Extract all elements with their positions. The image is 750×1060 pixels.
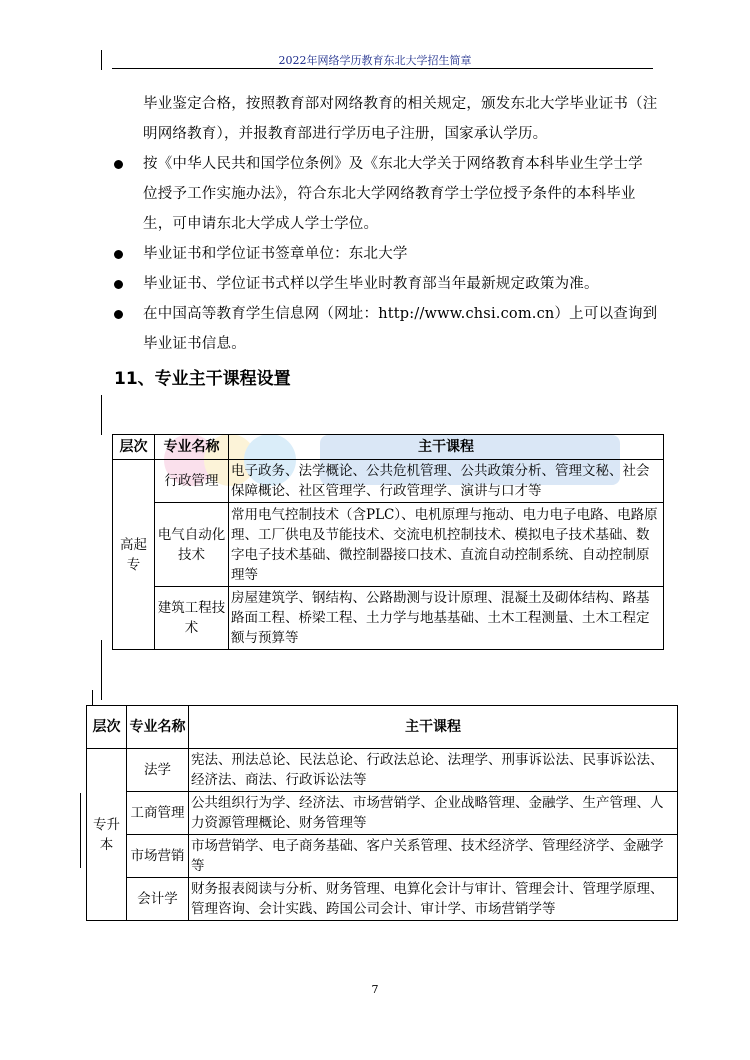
paragraph-line: 毕业证书信息。	[143, 336, 246, 352]
bullet-icon	[114, 160, 123, 169]
curriculum-table-associate	[112, 434, 664, 650]
paragraph-line: 毕业证书、学位证书式样以学生毕业时教育部当年最新规定政策为准。	[143, 276, 599, 292]
table-header-level: 层次	[87, 706, 127, 749]
major-cell: 市场营销	[127, 835, 189, 878]
major-cell: 法学	[127, 749, 189, 792]
courses-cell: 房屋建筑学、钢结构、公路勘测与设计原理、混凝土及砌体结构、路基路面工程、桥梁工程、土力学与地基基础、土木工程测量、土木工程定额与预算等	[229, 587, 664, 650]
paragraph-line: 按《中华人民共和国学位条例》及《东北大学关于网络教育本科毕业生学士学	[143, 156, 643, 172]
curriculum-table-bachelor	[86, 705, 678, 921]
bullet-icon	[114, 250, 123, 259]
courses-cell: 宪法、刑法总论、民法总论、行政法总论、法理学、刑事诉讼法、民事诉讼法、经济法、商法、行政诉讼法等	[189, 749, 678, 792]
courses-cell: 财务报表阅读与分析、财务管理、电算化会计与审计、管理会计、管理学原理、管理咨询、会计实践、跨国公司会计、审计学、市场营销学等	[189, 878, 678, 921]
courses-cell: 公共组织行为学、经济法、市场营销学、企业战略管理、金融学、生产管理、人力资源管理概论、财务管理等	[189, 792, 678, 835]
major-cell: 行政管理	[155, 460, 229, 503]
table-header-courses: 主干课程	[229, 435, 664, 460]
table-header-major: 专业名称	[155, 435, 229, 460]
page-number: 7	[371, 983, 379, 996]
margin-bar	[101, 395, 102, 435]
table-header-level: 层次	[113, 435, 155, 460]
courses-cell: 常用电气控制技术（含PLC）、电机原理与拖动、电力电子电路、电路原理、工厂供电及节能技术、交流电机控制技术、模拟电子技术基础、数字电子技术基础、微控制器接口技术、直流自动控制系统、自动控制原理等	[229, 503, 664, 587]
table-header-courses: 主干课程	[189, 706, 678, 749]
level-cell: 高起专	[113, 460, 155, 650]
major-cell: 建筑工程技术	[155, 587, 229, 650]
margin-bar	[80, 793, 81, 868]
margin-bar	[101, 640, 102, 700]
paragraph-line: 位授予工作实施办法》，符合东北大学网络教育学士学位授予条件的本科毕业	[143, 186, 636, 202]
bullet-icon	[114, 280, 123, 289]
major-cell: 电气自动化技术	[155, 503, 229, 587]
level-cell: 专升本	[87, 749, 127, 921]
section-heading: 11、专业主干课程设置	[114, 369, 291, 389]
paragraph-line: 在中国高等教育学生信息网（网址：http://www.chsi.com.cn）上可以查询到	[143, 306, 658, 322]
paragraph-line: 毕业证书和学位证书签章单位：东北大学	[143, 246, 408, 262]
major-cell: 工商管理	[127, 792, 189, 835]
paragraph-line: 毕业鉴定合格，按照教育部对网络教育的相关规定，颁发东北大学毕业证书（注	[143, 96, 658, 112]
paragraph-line: 生，可申请东北大学成人学士学位。	[143, 216, 379, 232]
courses-cell: 电子政务、法学概论、公共危机管理、公共政策分析、管理文秘、社会保障概论、社区管理学、行政管理学、演讲与口才等	[229, 460, 664, 503]
major-cell: 会计学	[127, 878, 189, 921]
bullet-icon	[114, 310, 123, 319]
margin-bar	[92, 690, 93, 705]
table-header-major: 专业名称	[127, 706, 189, 749]
page-header-title: 2022年网络学历教育东北大学招生简章	[278, 54, 472, 67]
courses-cell: 市场营销学、电子商务基础、客户关系管理、技术经济学、管理经济学、金融学等	[189, 835, 678, 878]
header-rule	[112, 68, 653, 69]
paragraph-line: 明网络教育），并报教育部进行学历电子注册，国家承认学历。	[143, 126, 548, 142]
